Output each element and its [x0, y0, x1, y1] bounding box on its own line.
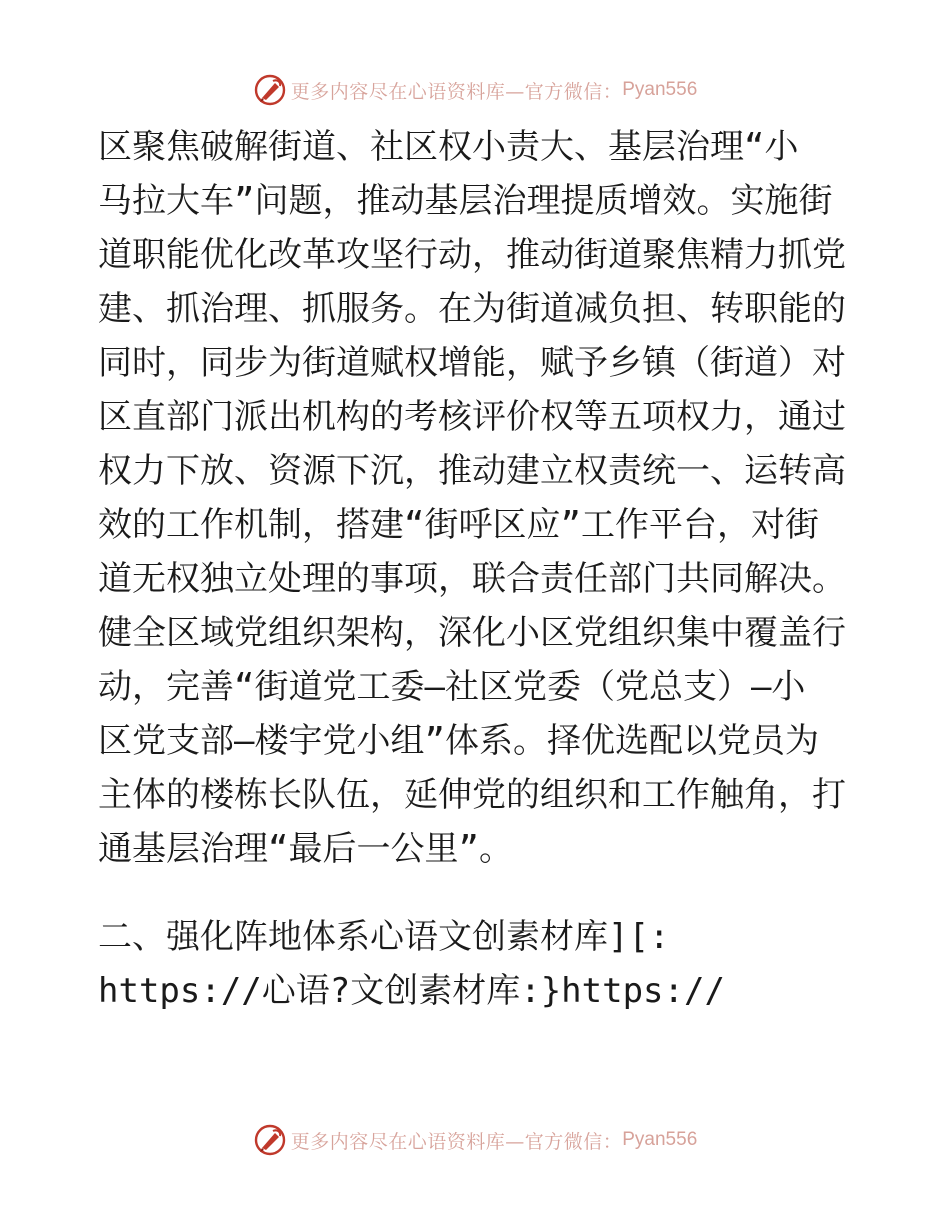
watermark-text: 更多内容尽在心语资料库—官方微信：	[290, 1130, 623, 1153]
body-line: 马拉大车”问题，推动基层治理提质增效。实施街	[98, 181, 833, 221]
body-line: 区党支部—楼宇党小组”体系。择优选配以党员为	[98, 721, 819, 761]
watermark-text: 更多内容尽在心语资料库—官方微信：	[290, 80, 623, 103]
watermark-wechat-id: Pyan556	[622, 79, 698, 100]
body-line: 道职能优化改革攻坚行动，推动街道聚焦精力抓党	[98, 235, 846, 275]
body-line: 动，完善“街道党工委—社区党委（党总支）—小	[98, 667, 806, 707]
body-line: 区聚焦破解街道、社区权小责大、基层治理“小	[98, 127, 799, 167]
body-line: 效的工作机制，搭建“街呼区应”工作平台，对街	[98, 505, 819, 545]
pen-logo-icon	[253, 73, 287, 107]
section-heading: 二、强化阵地体系心语文创素材库][:	[98, 917, 670, 957]
body-line: 主体的楼栋长队伍，延伸党的组织和工作触角，打	[98, 775, 846, 815]
body-line: 健全区域党组织架构，深化小区党组织集中覆盖行	[98, 613, 846, 653]
document-body	[98, 120, 858, 1018]
body-line: 道无权独立处理的事项，联合责任部门共同解决。	[98, 559, 846, 599]
body-line: 区直部门派出机构的考核评价权等五项权力，通过	[98, 397, 846, 437]
body-line: 同时，同步为街道赋权增能，赋予乡镇（街道）对	[98, 343, 846, 383]
body-line: 权力下放、资源下沉，推动建立权责统一、运转高	[98, 451, 846, 491]
body-line: 建、抓治理、抓服务。在为街道减负担、转职能的	[98, 289, 846, 329]
body-line: 通基层治理“最后一公里”。	[98, 829, 513, 869]
section-link-text: https://心语?文创素材库:}https://	[98, 971, 725, 1011]
footer-watermark	[0, 1120, 950, 1160]
watermark-wechat-id: Pyan556	[622, 1129, 698, 1150]
header-watermark	[0, 70, 950, 110]
pen-logo-icon	[253, 1123, 287, 1157]
